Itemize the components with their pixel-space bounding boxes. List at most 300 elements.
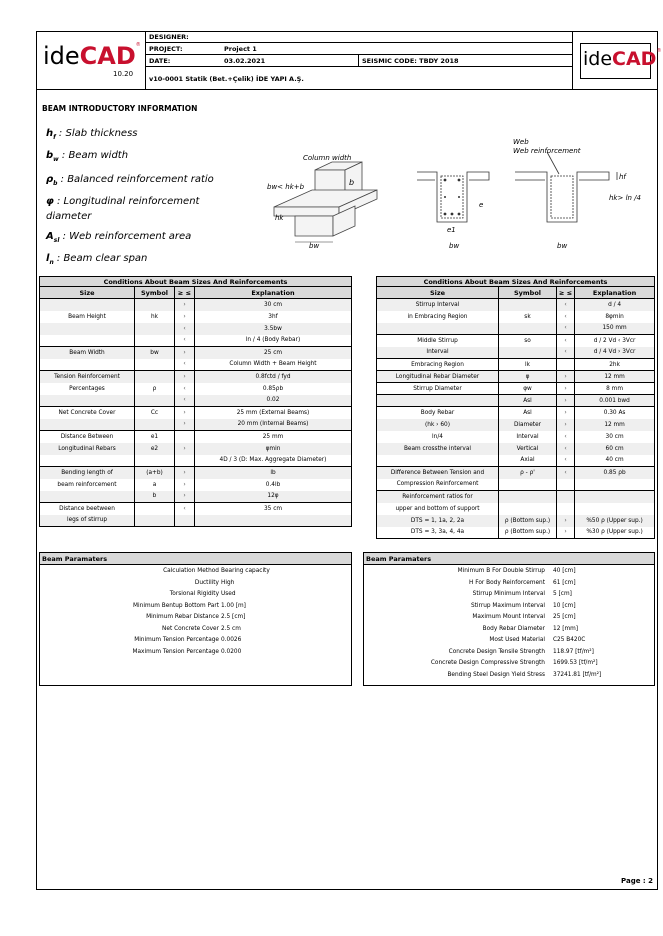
table-cell: Stirrup Interval [377,299,499,311]
table-cell: 25 mm (External Beams) [195,407,352,419]
table-cell: ‹ [557,299,575,311]
table-cell: › [175,407,195,419]
table-cell: Percentages [40,383,135,395]
table-row [40,347,352,359]
table-cell: Middle Stirrup [377,335,499,347]
bw-condition: bw< hk+b [267,183,305,191]
table-row [40,371,352,383]
bw-label-2: bw [449,242,460,250]
left-table-caption: Conditions About Beam Sizes And Reinforcements [40,277,352,287]
parameter-label: Concrete Design Tensile Strength [448,648,545,655]
parameter-row [40,647,351,659]
parameter-value: 25 [cm] [553,614,576,620]
parameter-row [40,578,351,590]
table-row [40,335,352,347]
version-label: 10.20 [113,70,134,78]
table-cell: %30 ρ (Upper sup.) [575,527,655,539]
parameter-row [364,624,654,636]
table-cell: ‹ [175,335,195,347]
table-row [377,407,655,419]
table-cell: Net Concrete Cover [40,407,135,419]
table-cell: bw [135,347,175,359]
definition-subscript: n [49,259,54,266]
definition-subscript: sl [53,237,60,244]
table-cell: hk [135,311,175,323]
table-cell: › [175,419,195,431]
parameter-row [40,624,351,636]
parameter-value: High [221,579,235,586]
table-cell: ‹ [557,347,575,359]
table-cell: Asl [499,407,557,419]
table-cell: φmin [195,443,352,455]
table-cell [377,455,499,467]
table-cell: Cc [135,407,175,419]
right-col-size: Size [377,287,499,299]
table-row [377,323,655,335]
table-cell [377,323,499,335]
parameter-row [40,566,351,578]
parameter-label: Minimum Rebar Distance [146,614,219,620]
parameter-row [40,635,351,647]
table-row [377,419,655,431]
table-cell: d / 4 [575,299,655,311]
definition-text: : Slab thickness [55,128,138,139]
table-row [40,407,352,419]
parameter-row [40,589,351,601]
parameter-label: Calculation Method [163,568,219,574]
table-row [377,383,655,395]
table-cell: ‹ [557,335,575,347]
definition-text: : Beam clear span [53,253,148,264]
table-cell: ‹ [557,455,575,467]
table-cell: ‹ [175,383,195,395]
table-cell: 12 mm [575,419,655,431]
table-cell [40,491,135,503]
report-page [36,31,662,890]
table-row [377,431,655,443]
table-cell: DTS = 1, 1a, 2, 2a [377,515,499,527]
table-cell: Difference Between Tension and [377,467,499,479]
table-cell [135,371,175,383]
table-row [40,431,352,443]
logo-cad-text: CAD [612,48,657,70]
table-cell: beam reinforcement [40,479,135,491]
table-cell: › [175,467,195,479]
bw-label: bw [309,242,320,250]
table-cell: › [557,383,575,395]
table-cell [575,503,655,515]
web-reinforcement-label: Web [513,138,529,146]
definition-item [46,253,236,268]
parameter-row [364,658,654,670]
definition-symbol: ρ [46,174,54,185]
date-value: 03.02.2021 [224,57,266,65]
table-cell: 8φmin [575,311,655,323]
definition-symbol: b [46,150,54,161]
parameter-value: 1.00 [m] [221,602,246,609]
table-cell: Compression Reinforcement [377,479,499,491]
table-cell: Interval [377,347,499,359]
definition-subscript: b [53,180,58,187]
table-cell: φ [499,371,557,383]
bw-label-3: bw [557,242,568,250]
table-cell: Diameter [499,419,557,431]
table-row [40,395,352,407]
right-col-compare: ≥ ≤ [557,287,575,299]
left-col-explanation: Explanation [195,287,352,299]
parameter-label: Minimum B For Double Stirrup [457,568,545,574]
table-cell: ‹ [557,323,575,335]
table-cell: 0.8fctd / fyd [195,371,352,383]
definition-text: : Beam width [58,150,129,161]
left-col-symbol: Symbol [135,287,175,299]
parameter-label: Bending Steel Design Yield Stress [447,671,545,678]
table-row [377,467,655,479]
table-cell: ρ (Bottom sup.) [499,527,557,539]
table-cell [195,515,352,527]
parameter-label: Stirrup Maximum Interval [470,602,545,609]
table-cell: ‹ [175,395,195,407]
seismic-code: SEISMIC CODE: TBDY 2018 [362,57,459,65]
page-number: Page : 2 [621,877,653,885]
parameter-row [364,670,654,682]
logo-reg-mark: ® [656,48,662,54]
hk-label: hk [275,214,284,222]
table-cell [135,323,175,335]
table-row [377,479,655,491]
table-cell [499,479,557,491]
table-cell [175,455,195,467]
table-cell: › [175,491,195,503]
table-cell: ‹ [557,311,575,323]
parameter-value: 0.0200 [221,648,242,655]
table-row [377,395,655,407]
definition-symbol: l [46,253,50,264]
parameter-value: 2.5 [cm] [221,614,246,620]
table-row [377,503,655,515]
left-params-title: Beam Paramaters [40,553,351,565]
table-cell: DTS = 3, 3a, 4, 4a [377,527,499,539]
column-width-label: Column width [303,154,352,162]
table-row [377,371,655,383]
parameter-label: Net Concrete Cover [162,625,219,632]
table-cell: Embracing Region [377,359,499,371]
table-cell: Bending length of [40,467,135,479]
table-cell: 30 cm [195,299,352,311]
project-row [146,44,572,55]
table-row [40,299,352,311]
table-cell [377,395,499,407]
table-cell: › [557,395,575,407]
table-row [377,299,655,311]
definition-text: : Web reinforcement area [59,231,192,242]
table-cell [40,359,135,371]
left-beam-parameters [39,552,352,686]
designer-label: DESIGNER: [149,33,189,41]
table-cell: %50 ρ (Upper sup.) [575,515,655,527]
table-cell: Distance beetween [40,503,135,515]
table-row [377,527,655,539]
parameter-value: Used [221,591,236,597]
table-cell: e1 [135,431,175,443]
table-cell: Interval [499,431,557,443]
logo-right [572,32,662,90]
header-fields [146,32,572,90]
table-cell: ‹ [557,443,575,455]
designer-row [146,32,572,43]
table-cell: in Embracing Region [377,311,499,323]
rebar-dots [444,179,461,216]
parameter-value: 12 [mm] [553,625,579,632]
table-row [377,455,655,467]
table-cell: › [557,527,575,539]
table-cell: ln/4 [377,431,499,443]
table-cell: Tension Reinforcement [40,371,135,383]
logo-ide-text: ide [583,48,613,70]
table-cell [135,455,175,467]
table-cell: (a+b) [135,467,175,479]
table-row [40,503,352,515]
table-cell: Beam Height [40,311,135,323]
table-cell [135,503,175,515]
definition-item [46,231,236,246]
software-label: v10-0001 Statik (Bet.+Çelik) İDE YAPI A.Ş. [149,75,304,83]
table-cell [499,323,557,335]
table-row [40,323,352,335]
left-col-size: Size [40,287,135,299]
table-cell [40,455,135,467]
parameter-value: 5 [cm] [553,591,572,597]
parameter-row [364,647,654,659]
table-cell: 25 cm [195,347,352,359]
parameter-row [364,589,654,601]
table-row [40,515,352,527]
parameter-label: Ductility [194,579,219,586]
table-cell: › [175,347,195,359]
idecad-logo-right [583,48,661,70]
parameter-row [364,601,654,613]
table-cell: e2 [135,443,175,455]
table-cell: 150 mm [575,323,655,335]
parameter-row [364,578,654,590]
definition-symbol: φ [46,196,54,207]
parameter-value: 10 [cm] [553,602,576,609]
table-cell: 0.85 ρb [575,467,655,479]
definition-symbol: h [46,128,54,139]
date-label: DATE: [149,57,171,65]
table-cell: Distance Between [40,431,135,443]
table-cell: 8 mm [575,383,655,395]
table-row [40,311,352,323]
table-cell: Vertical [499,443,557,455]
table-cell: › [557,419,575,431]
table-row [377,515,655,527]
table-cell [557,479,575,491]
table-cell [135,359,175,371]
definition-item [46,150,236,165]
table-cell [40,323,135,335]
logo-reg-mark: ® [135,42,141,48]
definition-subscript: w [53,156,59,163]
table-cell: 12φ [195,491,352,503]
table-cell: › [175,299,195,311]
table-cell [40,335,135,347]
definition-item [46,128,236,143]
table-cell: lb [195,467,352,479]
table-cell: Body Rebar [377,407,499,419]
table-cell [135,515,175,527]
table-row [377,335,655,347]
table-cell: 40 cm [575,455,655,467]
table-row [377,491,655,503]
parameter-value: Bearing capacity [221,568,270,574]
left-conditions-table [39,276,352,527]
table-cell: Asl [499,395,557,407]
table-cell: ρ [135,383,175,395]
table-cell: › [175,371,195,383]
parameter-value: 40 [cm] [553,568,576,574]
table-cell: Longitudinal Rebar Diameter [377,371,499,383]
hf-label: hf [619,173,626,181]
table-cell: › [175,443,195,455]
table-cell: › [557,371,575,383]
e1-label: e1 [447,226,456,234]
logo-cad-text: CAD [79,42,136,70]
table-cell: 0.02 [195,395,352,407]
table-cell [499,299,557,311]
parameter-value: 37241.81 [tf/m²] [553,671,602,678]
table-cell: 30 cm [575,431,655,443]
table-cell: 35 cm [195,503,352,515]
table-cell [575,491,655,503]
table-cell: b [135,491,175,503]
parameter-label: Maximum Tension Percentage [132,648,219,655]
project-value: Project 1 [224,45,257,53]
project-label: PROJECT: [149,45,183,53]
definition-text: : Balanced reinforcement ratio [57,174,214,185]
e-label: e [479,201,484,209]
table-cell: ‹ [557,431,575,443]
right-table-caption: Conditions About Beam Sizes And Reinforcements [377,277,655,287]
parameter-label: Concrete Design Compressive Strength [430,660,545,666]
table-cell [175,431,195,443]
definition-item [46,174,236,189]
table-cell: 12 mm [575,371,655,383]
b-label: b [349,178,355,187]
right-col-explanation: Explanation [575,287,655,299]
table-cell [175,515,195,527]
date-row [146,56,572,67]
table-cell: d / 2 Vd ‹ 3Vcr [575,335,655,347]
table-cell: ρ (Bottom sup.) [499,515,557,527]
table-cell: 60 cm [575,443,655,455]
table-cell: 25 mm [195,431,352,443]
table-cell [40,395,135,407]
table-row [40,383,352,395]
parameter-row [40,601,351,613]
definition-item [46,196,236,222]
parameter-row [364,635,654,647]
right-params-title: Beam Paramaters [364,553,654,565]
table-cell: upper and bottom of support [377,503,499,515]
table-row [40,491,352,503]
table-row [40,479,352,491]
parameter-label: Maximum Mount Interval [472,614,545,620]
web-reinforcement-detail [515,152,617,222]
beam-3d-sketch [274,162,377,236]
table-row [40,455,352,467]
report-header [37,32,662,90]
table-cell: legs of stirrup [40,515,135,527]
parameter-value: 0.0026 [221,637,242,643]
table-cell: 0.30 As [575,407,655,419]
table-cell: ‹ [557,467,575,479]
section-title: BEAM INTRODUCTORY INFORMATION [42,104,198,113]
table-cell: › [175,311,195,323]
table-row [377,359,655,371]
table-cell [40,419,135,431]
table-cell: ‹ [175,503,195,515]
table-cell [135,395,175,407]
table-row [377,347,655,359]
parameter-label: Body Rebar Diameter [482,625,545,632]
table-cell: φw [499,383,557,395]
table-cell [40,299,135,311]
right-conditions-table [376,276,655,539]
table-cell [499,347,557,359]
table-cell: 0.001 bwd [575,395,655,407]
table-cell [135,299,175,311]
table-cell [499,491,557,503]
table-cell: ρ - ρ' [499,467,557,479]
table-row [40,419,352,431]
parameter-value: C25 B420C [553,637,586,643]
table-cell: 3hf [195,311,352,323]
table-row [377,443,655,455]
table-cell: (hk › 60) [377,419,499,431]
left-col-compare: ≥ ≤ [175,287,195,299]
logo-ide-text: ide [43,42,80,70]
table-cell: › [557,515,575,527]
parameter-value: 2.5 cm [221,625,241,632]
table-cell: 2hk [575,359,655,371]
table-cell [499,503,557,515]
parameter-label: Most Used Material [489,637,545,643]
parameter-label: Stirrup Minimum Interval [472,591,545,597]
table-cell [135,335,175,347]
table-cell: 4D / 3 (D: Max. Aggregate Diameter) [195,455,352,467]
definition-subscript: f [53,134,56,141]
definition-symbol: A [46,231,54,242]
table-cell: › [557,407,575,419]
table-cell: sk [499,311,557,323]
parameter-label: Minimum Tension Percentage [134,637,219,643]
table-cell [557,491,575,503]
table-cell: 0.4lb [195,479,352,491]
table-cell: 20 mm (Internal Beams) [195,419,352,431]
table-row [40,443,352,455]
table-cell: a [135,479,175,491]
table-cell: Column Width + Beam Height [195,359,352,371]
parameter-row [40,612,351,624]
parameter-label: Minimum Bentup Bottom Part [133,602,219,609]
parameter-value: 61 [cm] [553,579,576,586]
table-cell: 0.85ρb [195,383,352,395]
table-cell [557,503,575,515]
table-cell: 3.5bw [195,323,352,335]
table-cell: Longitudinal Rebars [40,443,135,455]
table-cell: ‹ [175,323,195,335]
